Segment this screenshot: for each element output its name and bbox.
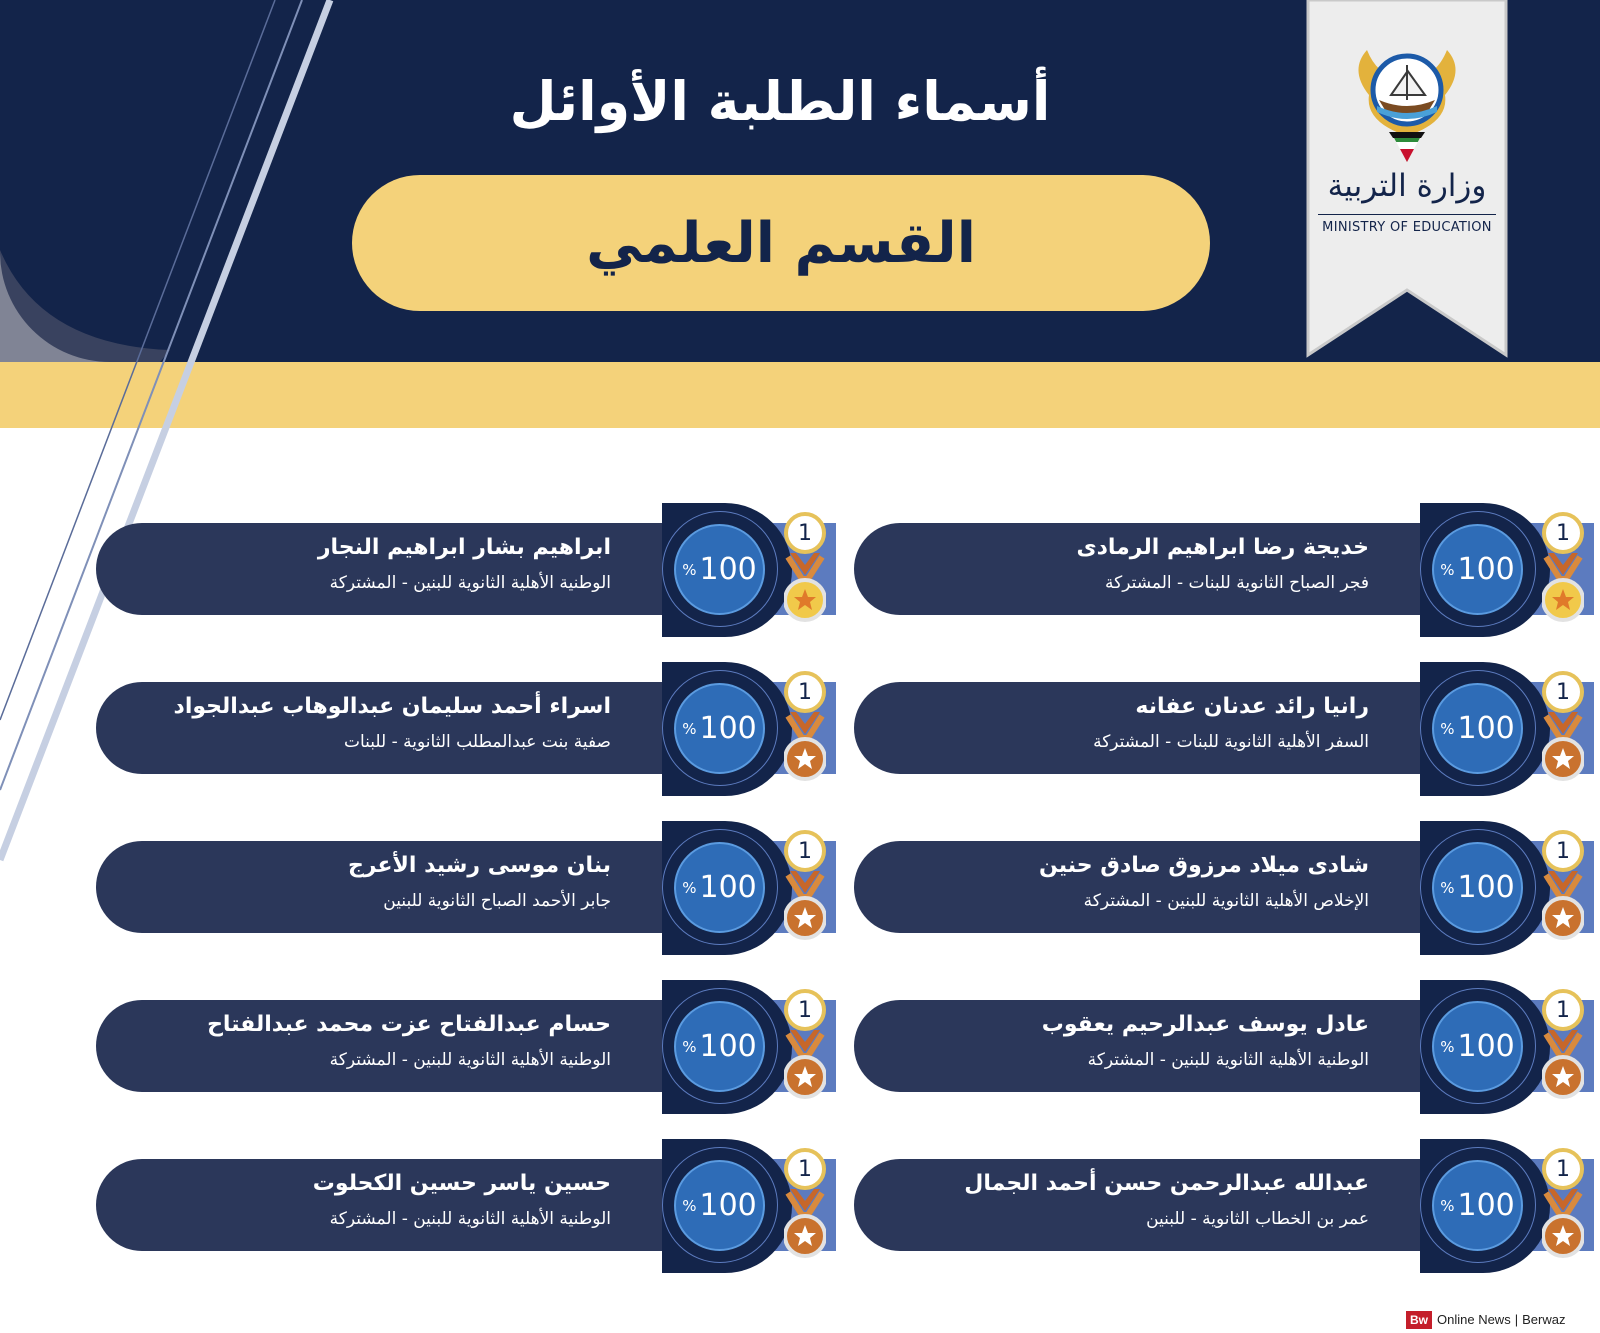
student-card bbox=[854, 662, 1594, 802]
ministry-name-arabic: وزارة التربية bbox=[1327, 168, 1487, 204]
student-school: الوطنية الأهلية الثانوية للبنين - المشتركة bbox=[329, 1209, 611, 1229]
score-percent-sign: % bbox=[1440, 878, 1455, 897]
score-badge bbox=[674, 842, 765, 933]
rank-badge: 1 bbox=[784, 1148, 826, 1190]
rank-badge: 1 bbox=[784, 989, 826, 1031]
score-value: 100 bbox=[699, 1187, 757, 1223]
bronze-medal-icon bbox=[1542, 712, 1584, 788]
student-name: عبدالله عبدالرحمن حسن أحمد الجمال bbox=[964, 1171, 1369, 1196]
score-percent-sign: % bbox=[682, 878, 697, 897]
score-percent-sign: % bbox=[1440, 560, 1455, 579]
score-value: 100 bbox=[699, 551, 757, 587]
rank-badge: 1 bbox=[1542, 1148, 1584, 1190]
watermark-text-online-news: Online News bbox=[1437, 1312, 1511, 1327]
student-card bbox=[96, 662, 836, 802]
student-card bbox=[96, 980, 836, 1120]
score-percent-sign: % bbox=[682, 719, 697, 738]
watermark-separator: | bbox=[1514, 1312, 1519, 1327]
student-card bbox=[96, 821, 836, 961]
score-value: 100 bbox=[699, 869, 757, 905]
student-name: بنان موسى رشيد الأعرج bbox=[347, 853, 611, 878]
ministry-name-english: MINISTRY OF EDUCATION bbox=[1322, 220, 1492, 235]
student-card bbox=[854, 821, 1594, 961]
rank-badge: 1 bbox=[784, 671, 826, 713]
bronze-medal-icon bbox=[1542, 1030, 1584, 1106]
rank-badge: 1 bbox=[1542, 512, 1584, 554]
bronze-medal-icon bbox=[1542, 871, 1584, 947]
score-value: 100 bbox=[1457, 869, 1515, 905]
score-badge bbox=[1432, 1160, 1523, 1251]
student-name: حسام عبدالفتاح عزت محمد عبدالفتاح bbox=[207, 1012, 611, 1037]
score-value: 100 bbox=[1457, 1028, 1515, 1064]
score-badge bbox=[1432, 683, 1523, 774]
kuwait-emblem-icon bbox=[1349, 40, 1465, 164]
section-pill bbox=[352, 175, 1210, 311]
score-badge bbox=[674, 683, 765, 774]
student-school: السفر الأهلية الثانوية للبنات - المشتركة bbox=[1093, 732, 1369, 752]
bronze-medal-icon bbox=[784, 712, 826, 788]
rank-badge: 1 bbox=[784, 830, 826, 872]
score-percent-sign: % bbox=[682, 1196, 697, 1215]
bronze-medal-icon bbox=[784, 871, 826, 947]
bronze-medal-icon bbox=[784, 1030, 826, 1106]
student-name: حسين ياسر حسين الكحلوت bbox=[312, 1171, 611, 1196]
student-name: عادل يوسف عبدالرحيم يعقوب bbox=[1041, 1012, 1369, 1037]
score-value: 100 bbox=[1457, 710, 1515, 746]
score-badge bbox=[1432, 524, 1523, 615]
watermark-text-berwaz: Berwaz bbox=[1522, 1312, 1566, 1327]
section-title: القسم العلمي bbox=[586, 210, 976, 276]
score-badge bbox=[674, 1001, 765, 1092]
student-school: جابر الأحمد الصباح الثانوية للبنين bbox=[383, 891, 611, 911]
student-card bbox=[854, 1139, 1594, 1279]
bronze-medal-icon bbox=[784, 1189, 826, 1265]
rank-badge: 1 bbox=[1542, 830, 1584, 872]
source-watermark bbox=[1406, 1306, 1600, 1333]
student-school: فجر الصباح الثانوية للبنات - المشتركة bbox=[1105, 573, 1369, 593]
score-value: 100 bbox=[699, 710, 757, 746]
student-school: الوطنية الأهلية الثانوية للبنين - المشتركة bbox=[329, 573, 611, 593]
rank-badge: 1 bbox=[1542, 989, 1584, 1031]
score-value: 100 bbox=[699, 1028, 757, 1064]
page-title: أسماء الطلبة الأوائل bbox=[509, 70, 1051, 133]
student-name: خديجة رضا ابراهيم الرمادى bbox=[1076, 535, 1369, 560]
student-name: اسراء أحمد سليمان عبدالوهاب عبدالجواد bbox=[173, 694, 611, 719]
student-name: رانيا رائد عدنان عفانه bbox=[1135, 694, 1369, 719]
student-name: ابراهيم بشار ابراهيم النجار bbox=[317, 535, 611, 560]
score-percent-sign: % bbox=[1440, 1037, 1455, 1056]
bronze-medal-icon bbox=[1542, 1189, 1584, 1265]
rank-badge: 1 bbox=[1542, 671, 1584, 713]
rank-badge: 1 bbox=[784, 512, 826, 554]
header-yellow-band bbox=[0, 362, 1600, 428]
score-percent-sign: % bbox=[682, 1037, 697, 1056]
score-value: 100 bbox=[1457, 1187, 1515, 1223]
student-school: الوطنية الأهلية الثانوية للبنين - المشتركة bbox=[1087, 1050, 1369, 1070]
ministry-divider bbox=[1318, 214, 1496, 215]
score-badge bbox=[674, 1160, 765, 1251]
gold-medal-icon bbox=[784, 553, 826, 629]
score-percent-sign: % bbox=[1440, 719, 1455, 738]
score-percent-sign: % bbox=[682, 560, 697, 579]
student-school: عمر بن الخطاب الثانوية - للبنين bbox=[1146, 1209, 1369, 1229]
student-school: صفية بنت عبدالمطلب الثانوية - للبنات bbox=[343, 732, 611, 752]
score-value: 100 bbox=[1457, 551, 1515, 587]
student-card bbox=[854, 503, 1594, 643]
watermark-logo: Bw bbox=[1406, 1311, 1432, 1329]
student-school: الإخلاص الأهلية الثانوية للبنين - المشتركة bbox=[1083, 891, 1369, 911]
score-badge bbox=[674, 524, 765, 615]
gold-medal-icon bbox=[1542, 553, 1584, 629]
score-badge bbox=[1432, 1001, 1523, 1092]
score-badge bbox=[1432, 842, 1523, 933]
student-school: الوطنية الأهلية الثانوية للبنين - المشتركة bbox=[329, 1050, 611, 1070]
ministry-ribbon bbox=[1304, 0, 1510, 360]
student-card bbox=[96, 1139, 836, 1279]
student-name: شادى ميلاد مرزوق صادق حنين bbox=[1039, 853, 1369, 878]
student-card bbox=[96, 503, 836, 643]
score-percent-sign: % bbox=[1440, 1196, 1455, 1215]
student-card bbox=[854, 980, 1594, 1120]
